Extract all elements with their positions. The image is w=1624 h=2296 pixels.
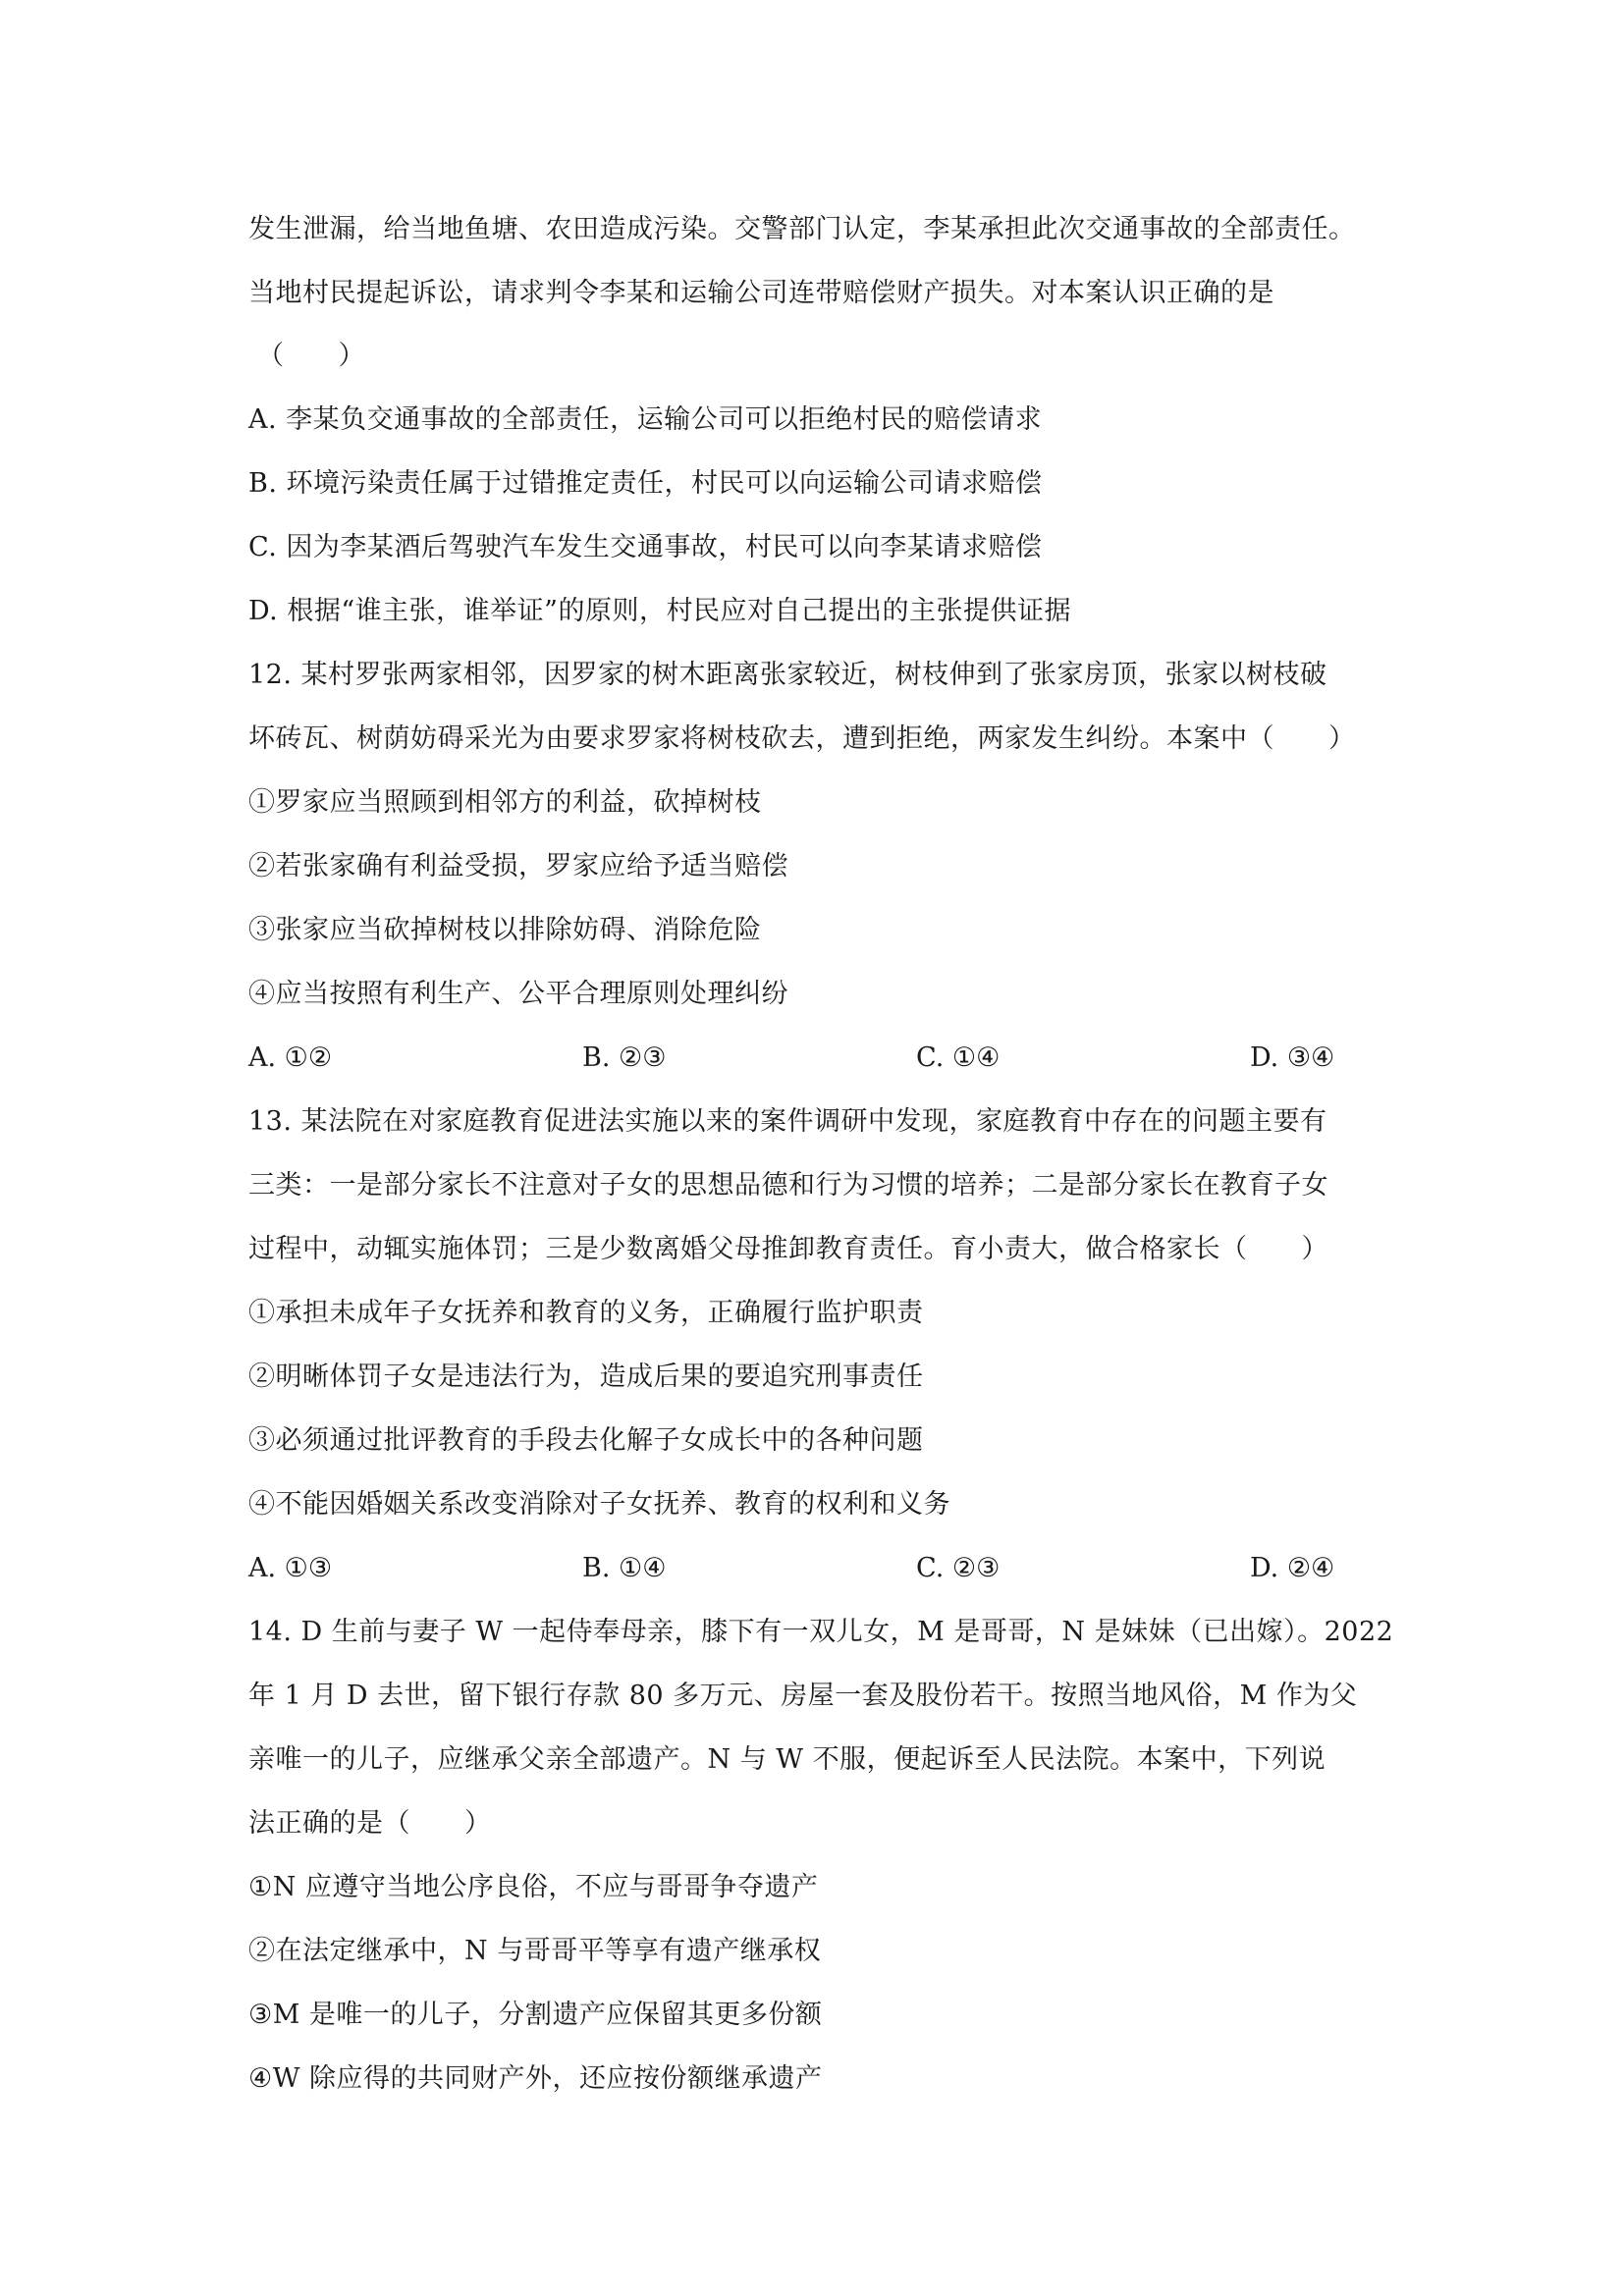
q12-choice-b: B. ②③ (582, 1042, 667, 1073)
q13-choice-d: D. ②④ (1250, 1553, 1335, 1583)
q11-option-c: C. 因为李某酒后驾驶汽车发生交通事故，村民可以向李某请求赔偿 (248, 532, 1043, 562)
q14-statement-4: ④W 除应得的共同财产外，还应按份额继承遗产 (248, 2063, 823, 2094)
q13-statement-4: ④不能因婚姻关系改变消除对子女抚养、教育的权利和义务 (248, 1489, 950, 1520)
q12-statement-4: ④应当按照有利生产、公平合理原则处理纠纷 (248, 979, 788, 1009)
q14-stem-line-2: 年 1 月 D 去世，留下银行存款 80 多万元、房屋一套及股份若干。按照当地风俗，M 作为父 (248, 1681, 1358, 1711)
q13-choice-c: C. ②③ (916, 1553, 1001, 1583)
q12-stem-line-2: 坏砖瓦、树荫妨碍采光为由要求罗家将树枝砍去，遭到拒绝，两家发生纠纷。本案中（ ） (248, 723, 1356, 754)
q12-stem-line-1: 12. 某村罗张两家相邻，因罗家的树木距离张家较近，树枝伸到了张家房顶，张家以树枝破 (248, 660, 1327, 690)
q13-stem-line-1: 13. 某法院在对家庭教育促进法实施以来的案件调研中发现，家庭教育中存在的问题主要有 (248, 1106, 1327, 1137)
q13-statement-2: ②明晰体罚子女是违法行为，造成后果的要追究刑事责任 (248, 1362, 924, 1392)
q14-stem-line-1: 14. D 生前与妻子 W 一起侍奉母亲，膝下有一双儿女，M 是哥哥，N 是妹妹（已出嫁）。2022 (248, 1617, 1394, 1647)
q13-choice-b: B. ①④ (582, 1553, 667, 1583)
q12-choice-d: D. ③④ (1250, 1042, 1335, 1073)
q14-stem-line-4: 法正确的是（ ） (248, 1808, 492, 1839)
q13-stem-line-3: 过程中，动辄实施体罚；三是少数离婚父母推卸教育责任。育小责大，做合格家长（ ） (248, 1234, 1328, 1264)
q14-statement-2: ②在法定继承中，N 与哥哥平等享有遗产继承权 (248, 1936, 822, 1966)
q11-answer-blank: （ ） (257, 341, 365, 371)
q13-stem-line-2: 三类：一是部分家长不注意对子女的思想品德和行为习惯的培养；二是部分家长在教育子女 (248, 1170, 1328, 1201)
q11-option-a: A. 李某负交通事故的全部责任，运输公司可以拒绝村民的赔偿请求 (248, 404, 1043, 435)
q12-statement-2: ②若张家确有利益受损，罗家应给予适当赔偿 (248, 851, 788, 881)
q14-statement-3: ③M 是唯一的儿子，分割遗产应保留其更多份额 (248, 2000, 823, 2030)
q12-statement-3: ③张家应当砍掉树枝以排除妨碍、消除危险 (248, 915, 762, 945)
q11-stem-line-2: 当地村民提起诉讼，请求判令李某和运输公司连带赔偿财产损失。对本案认识正确的是 (248, 278, 1274, 308)
q12-choice-c: C. ①④ (916, 1042, 1001, 1073)
q11-stem-line-1: 发生泄漏，给当地鱼塘、农田造成污染。交警部门认定，李某承担此次交通事故的全部责任。 (248, 214, 1356, 244)
q13-choice-a: A. ①③ (248, 1553, 333, 1583)
q11-option-d: D. 根据“谁主张，谁举证”的原则，村民应对自己提出的主张提供证据 (248, 596, 1071, 626)
q12-choice-a: A. ①② (248, 1042, 333, 1073)
q14-stem-line-3: 亲唯一的儿子，应继承父亲全部遗产。N 与 W 不服，便起诉至人民法院。本案中，下列说 (248, 1744, 1326, 1775)
q13-statement-1: ①承担未成年子女抚养和教育的义务，正确履行监护职责 (248, 1298, 924, 1328)
q12-statement-1: ①罗家应当照顾到相邻方的利益，砍掉树枝 (248, 787, 762, 818)
q14-statement-1: ①N 应遵守当地公序良俗，不应与哥哥争夺遗产 (248, 1872, 819, 1902)
q13-statement-3: ③必须通过批评教育的手段去化解子女成长中的各种问题 (248, 1425, 924, 1456)
q11-option-b: B. 环境污染责任属于过错推定责任，村民可以向运输公司请求赔偿 (248, 468, 1043, 499)
